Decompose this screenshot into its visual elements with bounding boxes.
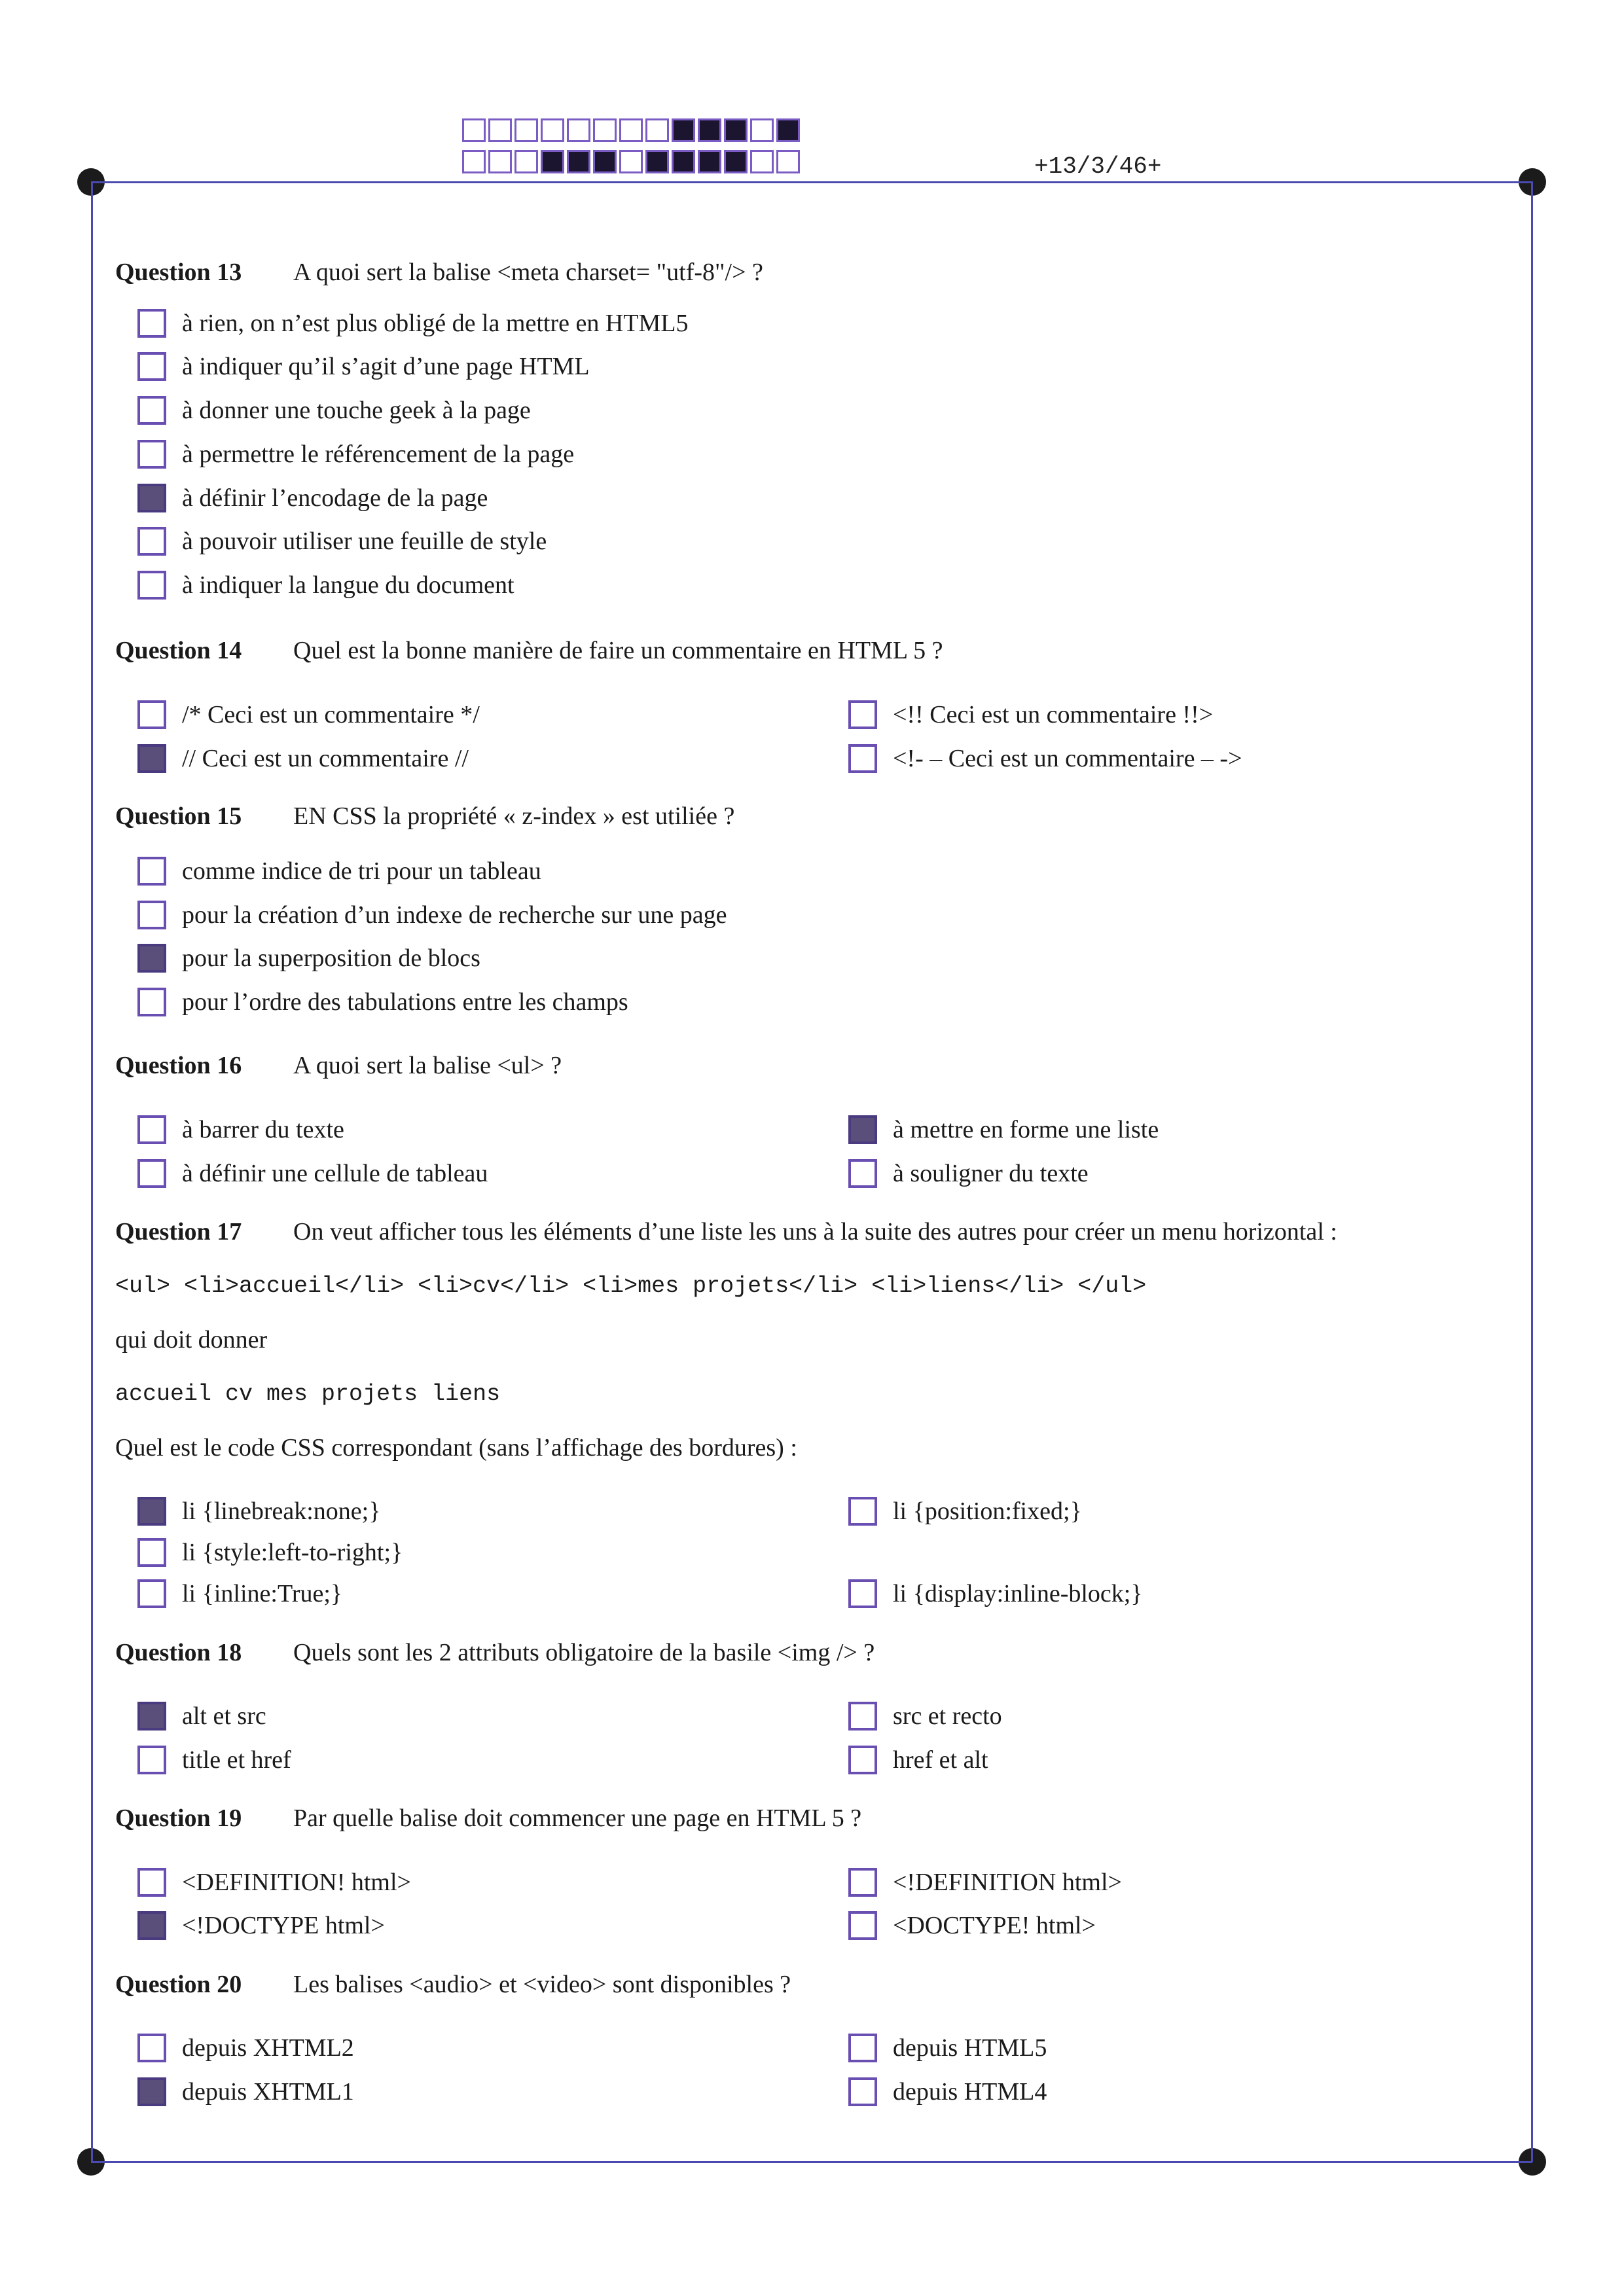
answer-checkbox[interactable]	[137, 1579, 166, 1608]
answer-checkbox[interactable]	[137, 1746, 166, 1774]
question-label: Question 13	[115, 259, 242, 286]
answer-checkbox[interactable]	[137, 2034, 166, 2062]
answer-checkbox[interactable]	[848, 2034, 877, 2062]
answer-option[interactable]	[137, 440, 574, 469]
answer-option[interactable]	[137, 352, 590, 381]
answer-option[interactable]	[137, 1746, 291, 1774]
answer-option[interactable]	[848, 1746, 988, 1774]
answer-option[interactable]	[137, 527, 547, 556]
barcode-cell	[488, 150, 512, 173]
answer-checkbox[interactable]	[137, 1497, 166, 1526]
question-label: Question 17	[115, 1218, 242, 1246]
question-16-header	[115, 1051, 562, 1080]
answer-text: à rien, on n’est plus obligé de la mettre en HTML5	[182, 310, 689, 337]
answer-option[interactable]	[848, 1868, 1122, 1897]
answer-checkbox[interactable]	[848, 1579, 877, 1608]
answer-option[interactable]	[848, 1497, 1082, 1526]
answer-checkbox[interactable]	[848, 1115, 877, 1144]
barcode-cell	[541, 118, 564, 142]
answer-text: à définir une cellule de tableau	[182, 1160, 488, 1187]
answer-option[interactable]	[848, 2077, 1047, 2106]
answer-checkbox[interactable]	[137, 1159, 166, 1188]
barcode-cell	[567, 150, 590, 173]
answer-checkbox[interactable]	[137, 527, 166, 556]
barcode-cell	[698, 118, 721, 142]
frame-top-line	[91, 181, 1532, 183]
question-text: Les balises <audio> et <video> sont disponibles ?	[293, 1971, 791, 1998]
answer-text: pour la superposition de blocs	[182, 944, 480, 972]
answer-checkbox[interactable]	[137, 1702, 166, 1731]
answer-option[interactable]	[848, 1579, 1143, 1608]
answer-option[interactable]	[848, 1159, 1089, 1188]
answer-checkbox[interactable]	[848, 2077, 877, 2106]
answer-text: depuis XHTML1	[182, 2078, 354, 2106]
answer-text: à pouvoir utiliser une feuille de style	[182, 528, 547, 555]
answer-checkbox[interactable]	[848, 1911, 877, 1940]
answer-text: /* Ceci est un commentaire */	[182, 701, 480, 728]
barcode-cell	[698, 150, 721, 173]
question-text: On veut afficher tous les éléments d’une liste les uns à la suite des autres pour créer un menu horizontal :	[293, 1218, 1337, 1246]
question-label: Question 15	[115, 802, 242, 830]
answer-text: <!- – Ceci est un commentaire – ->	[893, 745, 1242, 772]
answer-option[interactable]	[137, 484, 488, 512]
answer-checkbox[interactable]	[137, 571, 166, 600]
answer-text: li {style:left-to-right;}	[182, 1539, 403, 1566]
answer-option[interactable]	[137, 1579, 342, 1608]
answer-option[interactable]	[848, 2034, 1047, 2062]
answer-option[interactable]	[848, 1911, 1096, 1940]
barcode-cell	[750, 150, 774, 173]
question-label: Question 20	[115, 1971, 242, 1998]
barcode-cell	[541, 150, 564, 173]
answer-text: depuis XHTML2	[182, 2034, 354, 2062]
answer-option[interactable]	[137, 1702, 266, 1731]
question-17-header	[115, 1217, 1337, 1246]
answer-checkbox[interactable]	[137, 352, 166, 381]
question-17-paragraph-2: Quel est le code CSS correspondant (sans l’affichage des bordures) :	[115, 1434, 797, 1462]
barcode-cell	[645, 150, 669, 173]
barcode-cell	[514, 118, 538, 142]
question-label: Question 16	[115, 1052, 242, 1079]
answer-text: <!! Ceci est un commentaire !!>	[893, 701, 1214, 728]
answer-option[interactable]	[137, 2077, 354, 2106]
answer-text: à mettre en forme une liste	[893, 1116, 1159, 1143]
answer-option[interactable]	[137, 1115, 344, 1144]
answer-text: pour la création d’un indexe de recherche sur une page	[182, 901, 727, 929]
question-text: Quels sont les 2 attributs obligatoire de la basile <img /> ?	[293, 1639, 875, 1666]
answer-text: li {display:inline-block;}	[893, 1580, 1143, 1607]
answer-text: à définir l’encodage de la page	[182, 484, 488, 512]
answer-option[interactable]	[137, 1497, 380, 1526]
question-text: Quel est la bonne manière de faire un commentaire en HTML 5 ?	[293, 637, 943, 664]
question-14-header	[115, 636, 943, 665]
question-label: Question 19	[115, 1804, 242, 1832]
answer-text: src et recto	[893, 1702, 1002, 1730]
answer-checkbox[interactable]	[848, 1746, 877, 1774]
barcode-cell	[645, 118, 669, 142]
answer-checkbox[interactable]	[137, 988, 166, 1016]
barcode-cell	[462, 118, 486, 142]
barcode-cell	[593, 118, 617, 142]
frame-bottom-line	[91, 2161, 1532, 2163]
barcode-cell	[619, 150, 643, 173]
question-text: Par quelle balise doit commencer une page en HTML 5 ?	[293, 1804, 862, 1832]
answer-checkbox[interactable]	[137, 1911, 166, 1940]
answer-checkbox[interactable]	[848, 1497, 877, 1526]
answer-option[interactable]	[848, 1702, 1002, 1731]
barcode-cell	[462, 150, 486, 173]
answer-option[interactable]	[137, 857, 541, 886]
answer-checkbox[interactable]	[137, 1868, 166, 1897]
answer-option[interactable]	[137, 1159, 488, 1188]
answer-option[interactable]	[137, 1538, 403, 1567]
answer-option[interactable]	[848, 744, 1242, 773]
answer-text: à barrer du texte	[182, 1116, 344, 1143]
answer-text: depuis HTML5	[893, 2034, 1047, 2062]
answer-text: à permettre le référencement de la page	[182, 440, 575, 468]
barcode-cell	[724, 150, 748, 173]
answer-option[interactable]	[137, 2034, 354, 2062]
answer-text: alt et src	[182, 1702, 266, 1730]
page-code: +13/3/46+	[1034, 153, 1162, 180]
answer-checkbox[interactable]	[137, 2077, 166, 2106]
answer-text: // Ceci est un commentaire //	[182, 745, 469, 772]
answer-checkbox[interactable]	[848, 1159, 877, 1188]
question-15-header	[115, 802, 734, 831]
barcode-cell	[593, 150, 617, 173]
answer-checkbox[interactable]	[137, 1115, 166, 1144]
answer-checkbox[interactable]	[137, 484, 166, 512]
answer-text: <!DOCTYPE html>	[182, 1912, 385, 1939]
answer-option[interactable]	[137, 744, 469, 773]
barcode-row-1	[462, 118, 803, 142]
answer-text: href et alt	[893, 1746, 988, 1774]
barcode-cell	[776, 118, 800, 142]
barcode-cell	[776, 150, 800, 173]
answer-checkbox[interactable]	[137, 857, 166, 886]
answer-option[interactable]	[137, 700, 480, 729]
barcode-cell	[567, 118, 590, 142]
question-13-header	[115, 258, 763, 287]
barcode-cell	[672, 118, 695, 142]
answer-checkbox[interactable]	[848, 744, 877, 773]
answer-option[interactable]	[137, 396, 531, 425]
answer-text: à souligner du texte	[893, 1160, 1089, 1187]
question-17-paragraph-1: qui doit donner	[115, 1326, 268, 1354]
answer-checkbox[interactable]	[137, 944, 166, 973]
answer-checkbox[interactable]	[137, 744, 166, 773]
question-19-header	[115, 1804, 861, 1833]
code-snippet-output: accueil cv mes projets liens	[115, 1381, 501, 1407]
frame-right-line	[1531, 181, 1533, 2162]
code-snippet-html: <ul> <li>accueil</li> <li>cv</li> <li>mes projets</li> <li>liens</li> </ul>	[115, 1273, 1147, 1299]
answer-checkbox[interactable]	[137, 440, 166, 469]
answer-text: <!DEFINITION html>	[893, 1869, 1122, 1896]
answer-option[interactable]	[137, 901, 727, 929]
answer-option[interactable]	[137, 571, 514, 600]
question-label: Question 14	[115, 637, 242, 664]
answer-checkbox[interactable]	[137, 901, 166, 929]
question-text: A quoi sert la balise <meta charset= "utf-8"/> ?	[293, 259, 763, 286]
answer-text: à indiquer qu’il s’agit d’une page HTML	[182, 353, 590, 380]
answer-option[interactable]	[137, 309, 689, 338]
question-20-header	[115, 1970, 791, 1999]
answer-checkbox[interactable]	[137, 1538, 166, 1567]
answer-text: title et href	[182, 1746, 291, 1774]
barcode-cell	[724, 118, 748, 142]
answer-text: depuis HTML4	[893, 2078, 1047, 2106]
answer-text: <DOCTYPE! html>	[893, 1912, 1096, 1939]
answer-text: comme indice de tri pour un tableau	[182, 857, 541, 885]
answer-text: li {inline:True;}	[182, 1580, 343, 1607]
answer-checkbox[interactable]	[848, 1868, 877, 1897]
question-text: A quoi sert la balise <ul> ?	[293, 1052, 562, 1079]
answer-text: pour l’ordre des tabulations entre les champs	[182, 988, 628, 1016]
answer-text: à donner une touche geek à la page	[182, 397, 531, 424]
barcode-row-2	[462, 150, 803, 173]
question-label: Question 18	[115, 1639, 242, 1666]
answer-checkbox[interactable]	[137, 700, 166, 729]
answer-checkbox[interactable]	[848, 700, 877, 729]
frame-left-line	[91, 181, 93, 2162]
barcode-cell	[619, 118, 643, 142]
answer-checkbox[interactable]	[137, 396, 166, 425]
answer-option[interactable]	[137, 1868, 411, 1897]
barcode-cell	[672, 150, 695, 173]
barcode-cell	[514, 150, 538, 173]
question-18-header	[115, 1638, 875, 1667]
answer-option[interactable]	[137, 1911, 385, 1940]
answer-text: li {linebreak:none;}	[182, 1498, 381, 1525]
barcode-cell	[750, 118, 774, 142]
answer-option[interactable]	[137, 944, 480, 973]
barcode-cell	[488, 118, 512, 142]
answer-option[interactable]	[848, 700, 1213, 729]
answer-text: à indiquer la langue du document	[182, 571, 514, 599]
question-text: EN CSS la propriété « z-index » est utiliée ?	[293, 802, 735, 830]
answer-checkbox[interactable]	[137, 309, 166, 338]
answer-option[interactable]	[848, 1115, 1159, 1144]
answer-option[interactable]	[137, 988, 628, 1016]
answer-text: li {position:fixed;}	[893, 1498, 1082, 1525]
answer-checkbox[interactable]	[848, 1702, 877, 1731]
answer-text: <DEFINITION! html>	[182, 1869, 411, 1896]
